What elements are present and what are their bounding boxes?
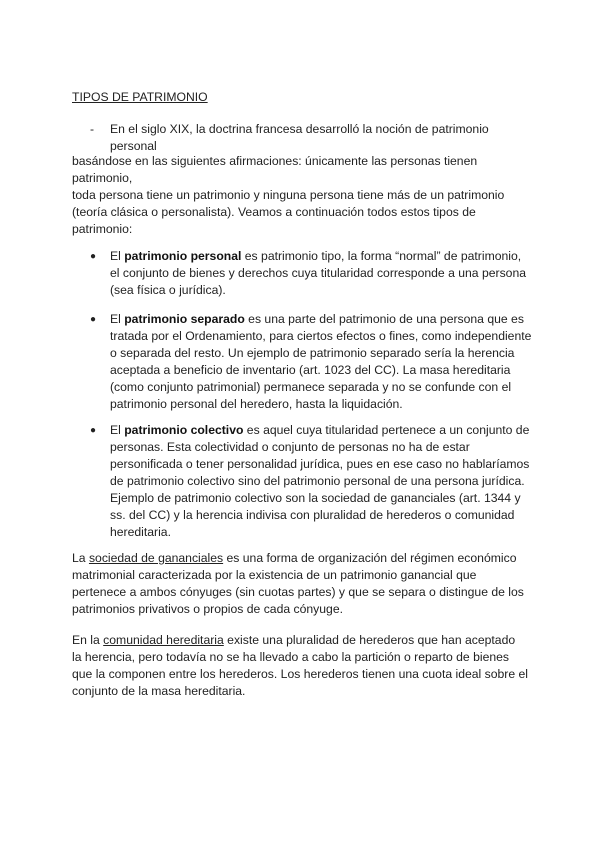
bullet-text — [110, 422, 540, 541]
text-line: personal — [110, 139, 157, 153]
bullet-text — [110, 311, 540, 413]
text-line — [110, 248, 540, 265]
bullet-line-rest: es patrimonio tipo, la forma “normal” de patrimonio, — [241, 249, 522, 263]
bullet-prefix: El — [110, 423, 125, 437]
paragraph-comunidad-hereditaria — [72, 632, 542, 700]
text-line: hereditaria. — [110, 525, 171, 539]
text-line: patrimonio, — [72, 171, 133, 185]
dash-marker: - — [90, 122, 95, 136]
text-line: basándose en las siguientes afirmaciones: únicamente las personas tienen — [72, 154, 478, 168]
text-line: pertenece a ambos cónyuges (sin cuotas partes) y que se separa o distingue de los — [72, 585, 524, 599]
bullet-term: patrimonio separado — [124, 312, 245, 326]
text-line: matrimonial caracterizada por la existencia de un patrimonio ganancial que — [72, 568, 477, 582]
text-line: que la componen entre los herederos. Los herederos tienen una cuota ideal sobre el — [72, 667, 528, 681]
text-line: En el siglo XIX, la doctrina francesa desarrolló la noción de patrimonio — [110, 122, 489, 136]
bullet-text — [110, 248, 540, 299]
text-line: (teoría clásica o personalista). Veamos a continuación todos estos tipos de — [72, 205, 476, 219]
bullet-line-rest: es una parte del patrimonio de una persona que es — [244, 312, 524, 326]
text-line: conjunto de la masa hereditaria. — [72, 684, 246, 698]
para-line-rest: es una forma de organización del régimen económico — [223, 551, 517, 565]
text-line: o separada del resto. Un ejemplo de patrimonio separado sería la herencia — [110, 346, 515, 360]
bullet-marker: ● — [90, 425, 97, 436]
text-line: patrimonio: — [72, 222, 133, 236]
intro-paragraph — [72, 153, 532, 238]
bullet-prefix: El — [110, 312, 125, 326]
text-line — [110, 422, 540, 439]
text-line: el conjunto de bienes y derechos cuya titularidad corresponde a una persona — [110, 266, 527, 280]
bullet-marker: ● — [90, 314, 97, 325]
underlined-term: comunidad hereditaria — [103, 633, 224, 647]
para-line-rest: existe una pluralidad de herederos que han aceptado — [223, 633, 516, 647]
bullet-term: patrimonio personal — [124, 249, 242, 263]
text-line: de patrimonio colectivo sino del patrimonio personal de una persona jurídica. — [110, 474, 525, 488]
text-line: personificada o tener personalidad jurídica, pues en ese caso no hablaríamos — [110, 457, 530, 471]
text-line: (sea física o jurídica). — [110, 283, 226, 297]
text-line: la herencia, pero todavía no se ha llevado a cabo la partición o reparto de bienes — [72, 650, 510, 664]
para-prefix: En la — [72, 633, 104, 647]
text-line: (como conjunto patrimonial) permanece separada y no se confunde con el — [110, 380, 512, 394]
underlined-term: sociedad de gananciales — [88, 551, 224, 565]
page-title: TIPOS DE PATRIMONIO — [72, 90, 208, 104]
dash-item-text — [110, 121, 510, 155]
para-prefix: La — [72, 551, 89, 565]
text-line: tratada por el Ordenamiento, para ciertos efectos o fines, como independiente — [110, 329, 532, 343]
text-line: personas. Esta colectividad o conjunto de personas no ha de estar — [110, 440, 470, 454]
bullet-line-rest: es aquel cuya titularidad pertenece a un conjunto de — [243, 423, 530, 437]
text-line: toda persona tiene un patrimonio y ninguna persona tiene más de un patrimonio — [72, 188, 505, 202]
paragraph-sociedad-gananciales — [72, 550, 542, 618]
text-line: ss. del CC) y la herencia indivisa con pluralidad de herederos o comunidad — [110, 508, 515, 522]
text-line — [72, 550, 542, 567]
text-line: patrimonios privativos o propios de cada cónyuge. — [72, 602, 343, 616]
text-line: aceptada a beneficio de inventario (art. 1023 del CC). La masa hereditaria — [110, 363, 511, 377]
text-line — [72, 632, 542, 649]
text-line: patrimonio personal del heredero, hasta la liquidación. — [110, 397, 403, 411]
bullet-marker: ● — [90, 251, 97, 262]
bullet-term: patrimonio colectivo — [124, 423, 244, 437]
text-line — [110, 311, 540, 328]
bullet-prefix: El — [110, 249, 125, 263]
text-line: Ejemplo de patrimonio colectivo son la sociedad de gananciales (art. 1344 y — [110, 491, 521, 505]
